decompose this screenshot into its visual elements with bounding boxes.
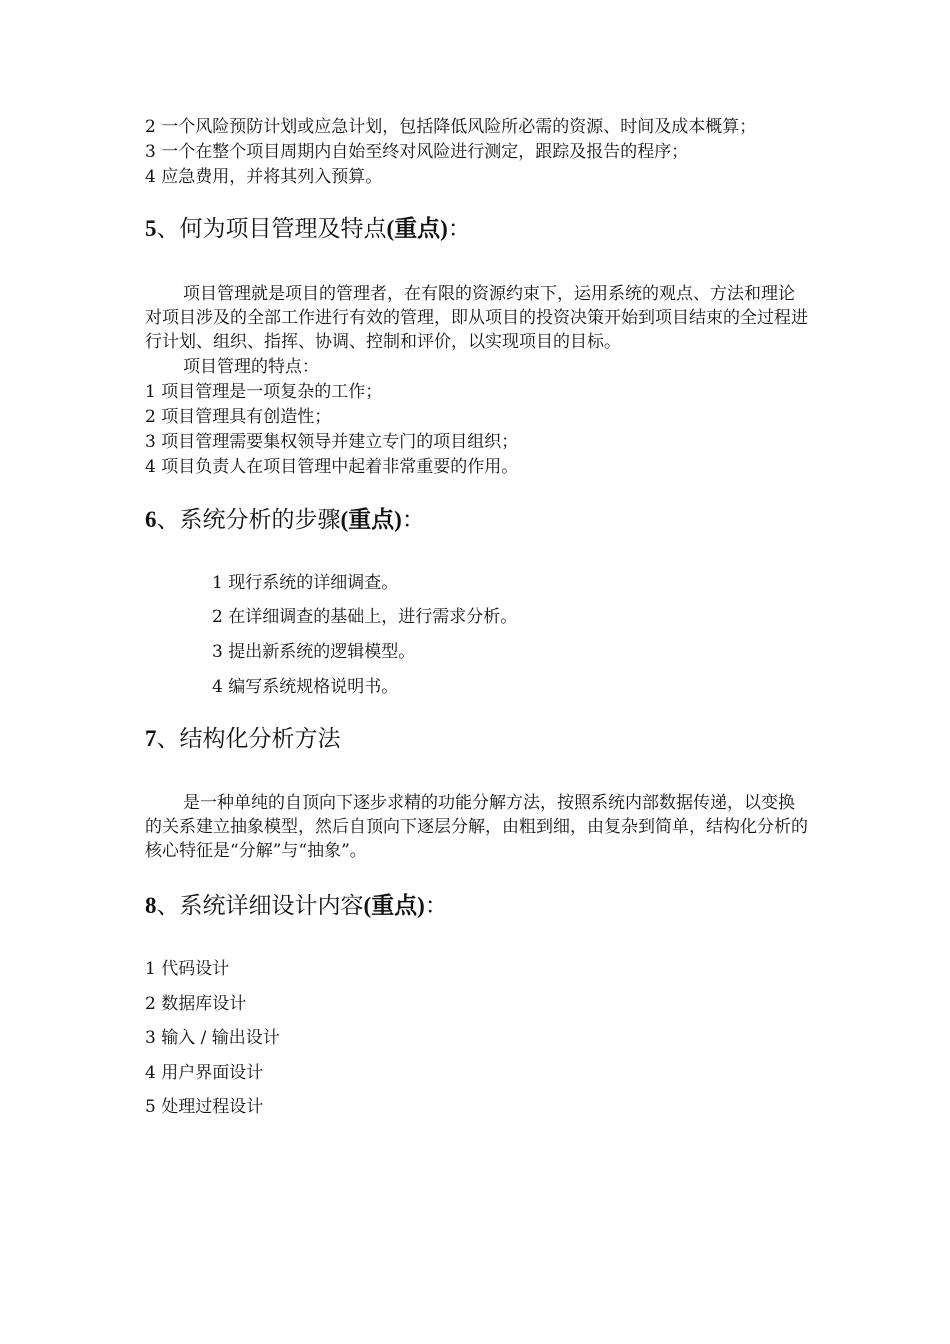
list-item: 3 一个在整个项目周期内自始至终对风险进行测定，跟踪及报告的程序； — [145, 142, 689, 162]
list-item: 3 输入 / 输出设计 — [145, 1028, 280, 1048]
list-item: 3 项目管理需要集权领导并建立专门的项目组织； — [145, 432, 519, 452]
features-label: 项目管理的特点： — [183, 357, 319, 377]
section-number: 6 — [145, 507, 157, 532]
section-heading-7 — [145, 724, 341, 754]
section-emphasis: (重点) — [386, 216, 448, 241]
section-colon: ： — [424, 893, 448, 919]
list-item: 1 代码设计 — [145, 959, 230, 979]
paragraph-text: 项目管理就是项目的管理者，在有限的资源约束下，运用系统的观点、方法和理论对项目涉及的全部工作进行有效的管理，即从项目的投资决策开始到项目结束的全过程进行计划、组织、指挥、协调、控制和评价，以实现项目的目标。 — [145, 284, 808, 352]
section7-paragraph — [145, 791, 810, 863]
section-emphasis: (重点) — [363, 893, 425, 918]
section-number: 7 — [145, 726, 157, 751]
step-item: 2 在详细调查的基础上，进行需求分析。 — [212, 607, 518, 627]
section-colon: ： — [401, 507, 425, 533]
step-item: 4 编写系统规格说明书。 — [212, 677, 399, 697]
list-item: 2 项目管理具有创造性； — [145, 407, 332, 427]
section-heading-5 — [145, 214, 471, 244]
section-title: 、系统分析的步骤 — [156, 507, 341, 533]
list-item: 2 一个风险预防计划或应急计划，包括降低风险所必需的资源、时间及成本概算； — [145, 117, 757, 137]
step-item: 1 现行系统的详细调查。 — [212, 573, 399, 593]
list-item: 4 应急费用，并将其列入预算。 — [145, 167, 383, 187]
section-emphasis: (重点) — [340, 507, 402, 532]
section-number: 8 — [145, 893, 157, 918]
section-heading-8 — [145, 891, 448, 921]
list-item: 4 用户界面设计 — [145, 1063, 264, 1083]
section-number: 5 — [145, 216, 157, 241]
step-item: 3 提出新系统的逻辑模型。 — [212, 642, 416, 662]
section-title: 、结构化分析方法 — [156, 726, 341, 752]
list-item: 4 项目负责人在项目管理中起着非常重要的作用。 — [145, 457, 519, 477]
list-item: 2 数据库设计 — [145, 994, 247, 1014]
paragraph-text: 是一种单纯的自顶向下逐步求精的功能分解方法，按照系统内部数据传递，以变换的关系建立抽象模型，然后自顶向下逐层分解，由粗到细，由复杂到简单，结构化分析的核心特征是“分解”与“抽象”。 — [145, 793, 808, 861]
list-item: 1 项目管理是一项复杂的工作； — [145, 382, 383, 402]
section-heading-6 — [145, 505, 425, 535]
section-colon: ： — [447, 216, 471, 242]
section-title: 、系统详细设计内容 — [156, 893, 364, 919]
section5-paragraph — [145, 282, 810, 354]
list-item: 5 处理过程设计 — [145, 1097, 264, 1117]
section-title: 、何为项目管理及特点 — [156, 216, 387, 242]
